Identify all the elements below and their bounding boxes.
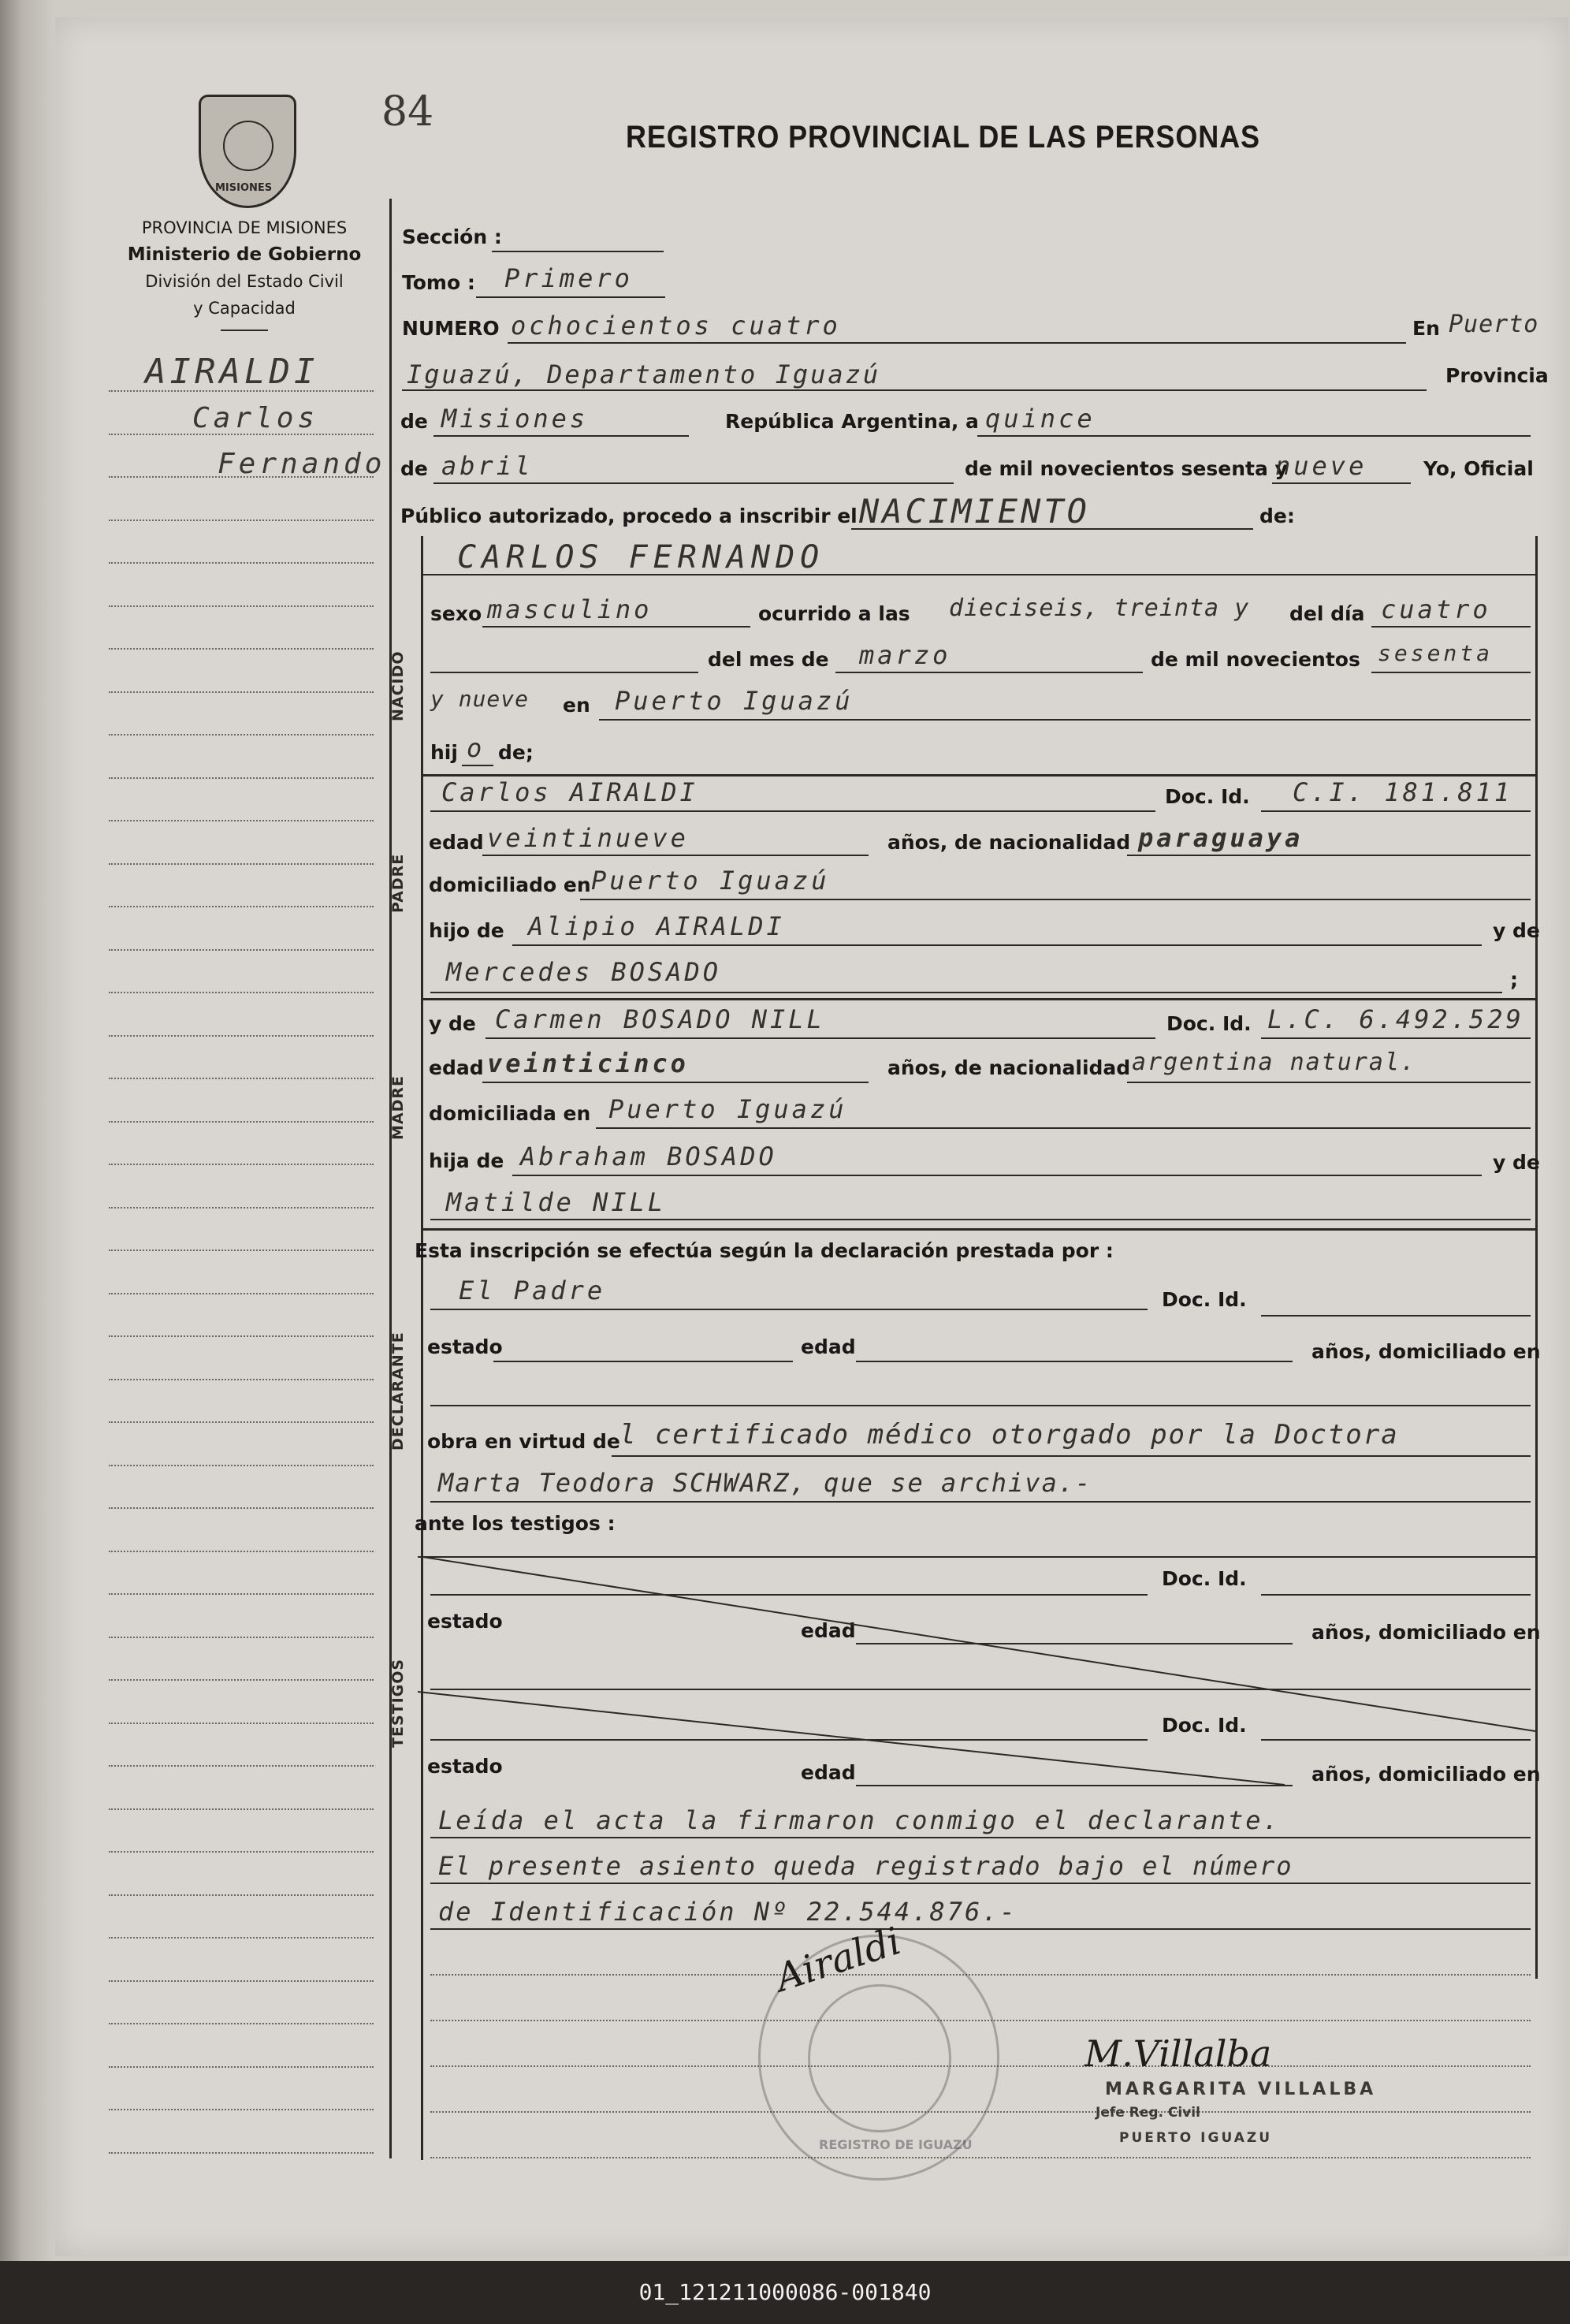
office-line-3: División del Estado Civil — [145, 272, 344, 291]
provincial-seal — [199, 95, 296, 208]
margin-rule — [109, 2023, 374, 2024]
republica-label: República Argentina, a — [725, 410, 979, 433]
padre-edad-label: edad — [429, 831, 484, 854]
margin-given-name-1: Carlos — [192, 402, 319, 434]
en-label-nacido: en — [563, 694, 590, 717]
hij-value: o — [467, 733, 486, 763]
margin-surname: AIRALDI — [145, 352, 319, 392]
margin-rule — [109, 1164, 374, 1165]
margin-rule — [109, 863, 374, 865]
seal-text: MISIONES — [215, 182, 273, 194]
margin-rule — [109, 777, 374, 779]
margin-rule — [109, 906, 374, 907]
abuelo-materno: Abraham BOSADO — [520, 1142, 777, 1171]
testigos-intro: ante los testigos : — [415, 1512, 616, 1535]
seal-emblem — [223, 121, 273, 171]
official-stamp-inner — [808, 1984, 951, 2132]
main-left-border — [389, 199, 392, 2158]
document-title: REGISTRO PROVINCIAL DE LAS PERSONAS — [626, 120, 1260, 155]
padre-domicilio-label: domiciliado en — [429, 873, 591, 896]
margin-given-name-2: Fernando — [218, 448, 386, 480]
testigo1-anos-label: años, domiciliado en — [1311, 1621, 1541, 1644]
margin-rule — [109, 1207, 374, 1209]
provincia-label: Provincia — [1445, 364, 1549, 387]
margin-rule — [109, 562, 374, 564]
margin-rule — [109, 2152, 374, 2154]
de-label: de — [400, 410, 428, 433]
obra-value-1: l certificado médico otorgado por la Doctora — [619, 1419, 1399, 1451]
padre-nombre: Carlos AIRALDI — [441, 777, 698, 807]
testigo2-anos-label: años, domiciliado en — [1311, 1763, 1541, 1786]
de3-label: de: — [1259, 505, 1295, 527]
abuela-materna: Matilde NILL — [446, 1187, 667, 1217]
margin-rule — [109, 1980, 374, 1982]
madre-domicilio-label: domiciliada en — [429, 1102, 591, 1125]
closing-rule — [430, 2157, 1531, 2158]
margin-rule — [109, 1121, 374, 1123]
office-underline — [221, 330, 268, 331]
margin-rule — [109, 1035, 374, 1037]
margin-rule — [109, 1250, 374, 1251]
oficial-lugar: PUERTO IGUAZU — [1119, 2130, 1273, 2146]
file-id: 01_121211000086-001840 — [638, 2279, 932, 2305]
padre-semicolon: ; — [1510, 968, 1518, 991]
declarante-edad-label: edad — [801, 1335, 856, 1358]
lugar-value: Iguazú, Departamento Iguazú — [407, 359, 881, 389]
cierre-linea-1: Leída el acta la firmaron conmigo el declarante. — [438, 1805, 1281, 1835]
testigo2-doc-label: Doc. Id. — [1162, 1714, 1247, 1737]
tipo-inscripcion: NACIMIENTO — [859, 492, 1090, 531]
margin-rule — [109, 1293, 374, 1294]
dia-value: quince — [985, 404, 1096, 434]
madre-y-de-label: y de — [429, 1012, 476, 1035]
mes-nacimiento: marzo — [859, 640, 951, 670]
dia-nacimiento: cuatro — [1381, 594, 1491, 624]
margin-rule — [109, 1723, 374, 1724]
publico-label: Público autorizado, procedo a inscribir el — [400, 505, 858, 527]
madre-nombre: Carmen BOSADO NILL — [495, 1004, 825, 1034]
abuelo-paterno: Alipio AIRALDI — [528, 911, 785, 941]
file-id-bar — [0, 2261, 1570, 2324]
margin-rule — [109, 1894, 374, 1896]
section-declarante: DECLARANTE — [389, 1331, 407, 1451]
margin-rule — [109, 648, 374, 650]
declarante-signature: Airaldi — [770, 1919, 906, 2001]
margin-rule — [109, 2066, 374, 2068]
margin-rule — [109, 1851, 374, 1853]
declarante-anos-label: años, domiciliado en — [1311, 1340, 1541, 1363]
de2-label: de — [400, 457, 428, 480]
margin-rule — [109, 1421, 374, 1423]
margin-rule — [109, 1593, 374, 1595]
provincia-value: Misiones — [441, 404, 589, 434]
nacido-nombre: CARLOS FERNANDO — [457, 539, 825, 575]
numero-value: ochocientos cuatro — [511, 311, 841, 341]
mes-value: abril — [441, 451, 534, 481]
section-testigos: TESTIGOS — [389, 1658, 407, 1748]
office-line-1: PROVINCIA DE MISIONES — [141, 218, 348, 237]
madre-edad-value: veinticinco — [487, 1048, 689, 1078]
anio-nacimiento-1: sesenta — [1378, 640, 1494, 666]
tomo-value: Primero — [504, 263, 633, 293]
margin-rule — [109, 1465, 374, 1466]
padre-y-de-label: y de — [1493, 919, 1540, 942]
margin-rule — [109, 1637, 374, 1638]
margin-rule — [109, 1078, 374, 1079]
margin-rule — [109, 520, 374, 521]
madre-anos-label: años, de nacionalidad — [887, 1056, 1131, 1079]
numero-label: NUMERO — [402, 317, 500, 340]
margin-rule — [109, 2109, 374, 2110]
testigos-cancel-strokes — [418, 1556, 1537, 1793]
margin-rule — [109, 1808, 374, 1810]
margin-rule — [109, 605, 374, 607]
stamp-text: REGISTRO DE IGUAZU — [819, 2137, 973, 2152]
ocurrido-label: ocurrido a las — [758, 602, 910, 625]
en-label: En — [1412, 317, 1440, 340]
en-value: Puerto — [1449, 311, 1539, 338]
padre-edad-value: veintinueve — [487, 823, 689, 853]
madre-domicilio-value: Puerto Iguazú — [608, 1094, 847, 1124]
padre-anos-label: años, de nacionalidad — [887, 831, 1131, 854]
oficial-cargo: Jefe Reg. Civil — [1096, 2105, 1200, 2121]
section-padre: PADRE — [389, 853, 407, 913]
margin-rule — [109, 1765, 374, 1767]
section-nacido: NACIDO — [389, 650, 407, 721]
margin-rule — [109, 691, 374, 693]
testigo2-edad-label: edad — [801, 1761, 856, 1784]
margin-rule — [109, 1679, 374, 1681]
cierre-linea-2: El presente asiento queda registrado bajo el número — [438, 1851, 1293, 1881]
obra-value-2: Marta Teodora SCHWARZ, que se archiva.- — [438, 1468, 1092, 1498]
testigo1-edad-label: edad — [801, 1619, 856, 1642]
obra-label: obra en virtud de — [427, 1430, 620, 1453]
padre-doc-value: C.I. 181.811 — [1293, 777, 1513, 807]
padre-doc-label: Doc. Id. — [1165, 785, 1250, 808]
madre-edad-label: edad — [429, 1056, 484, 1079]
padre-domicilio-value: Puerto Iguazú — [591, 866, 830, 896]
seccion-label: Sección : — [402, 225, 502, 248]
mil-label: de mil novecientos sesenta y — [965, 457, 1288, 480]
margin-rule — [109, 949, 374, 951]
section-madre: MADRE — [389, 1075, 407, 1140]
declarante-intro: Esta inscripción se efectúa según la declaración prestada por : — [415, 1239, 1114, 1262]
hij-label: hij — [430, 741, 458, 764]
del-dia-label: del día — [1289, 602, 1365, 625]
margin-rule — [109, 1551, 374, 1552]
testigo1-estado-label: estado — [427, 1610, 503, 1633]
cierre-linea-3: de Identificación Nº 22.544.876.- — [438, 1897, 1018, 1927]
anio-value: nueve — [1275, 451, 1367, 481]
margin-rule — [109, 1335, 374, 1337]
declarante-nombre: El Padre — [459, 1276, 606, 1305]
madre-hija-label: hija de — [429, 1149, 504, 1172]
padre-hijo-label: hijo de — [429, 919, 504, 942]
closing-rule — [430, 1974, 1531, 1976]
declarante-doc-label: Doc. Id. — [1162, 1288, 1247, 1311]
abuela-paterna: Mercedes BOSADO — [446, 957, 721, 987]
sexo-label: sexo — [430, 602, 482, 625]
page-number: 84 — [381, 88, 434, 136]
margin-rule — [109, 1937, 374, 1939]
sexo-value: masculino — [487, 594, 653, 624]
margin-rule — [109, 1507, 374, 1509]
issuing-office — [102, 214, 386, 322]
mil-label-nacido: de mil novecientos — [1151, 648, 1360, 671]
office-line-4: y Capacidad — [193, 299, 296, 318]
yo-label: Yo, Oficial — [1423, 457, 1534, 480]
madre-doc-label: Doc. Id. — [1166, 1012, 1252, 1035]
tomo-label: Tomo : — [402, 271, 475, 294]
madre-nacionalidad: argentina natural. — [1132, 1048, 1417, 1076]
margin-rule — [109, 1379, 374, 1380]
office-line-2: Ministerio de Gobierno — [127, 244, 362, 265]
de-label-nacido: de; — [498, 741, 534, 764]
oficial-nombre: MARGARITA VILLALBA — [1105, 2080, 1377, 2099]
oficial-signature: M.Villalba — [1084, 2032, 1272, 2075]
inner-left-border — [421, 536, 423, 2160]
margin-rule — [109, 820, 374, 821]
lugar-nacimiento: Puerto Iguazú — [615, 686, 854, 716]
margin-rule — [109, 734, 374, 736]
mes-label: del mes de — [708, 648, 829, 671]
testigo1-doc-label: Doc. Id. — [1162, 1567, 1247, 1590]
book-binding — [0, 0, 55, 2261]
margin-rule — [109, 992, 374, 993]
madre-y-de-label-2: y de — [1493, 1151, 1540, 1174]
declarante-estado-label: estado — [427, 1335, 503, 1358]
testigo2-estado-label: estado — [427, 1755, 503, 1778]
madre-doc-value: L.C. 6.492.529 — [1267, 1004, 1524, 1034]
anio-nacimiento-2: y nueve — [430, 686, 530, 712]
padre-nacionalidad: paraguaya — [1138, 823, 1304, 853]
hora-value: dieciseis, treinta y — [949, 594, 1250, 622]
